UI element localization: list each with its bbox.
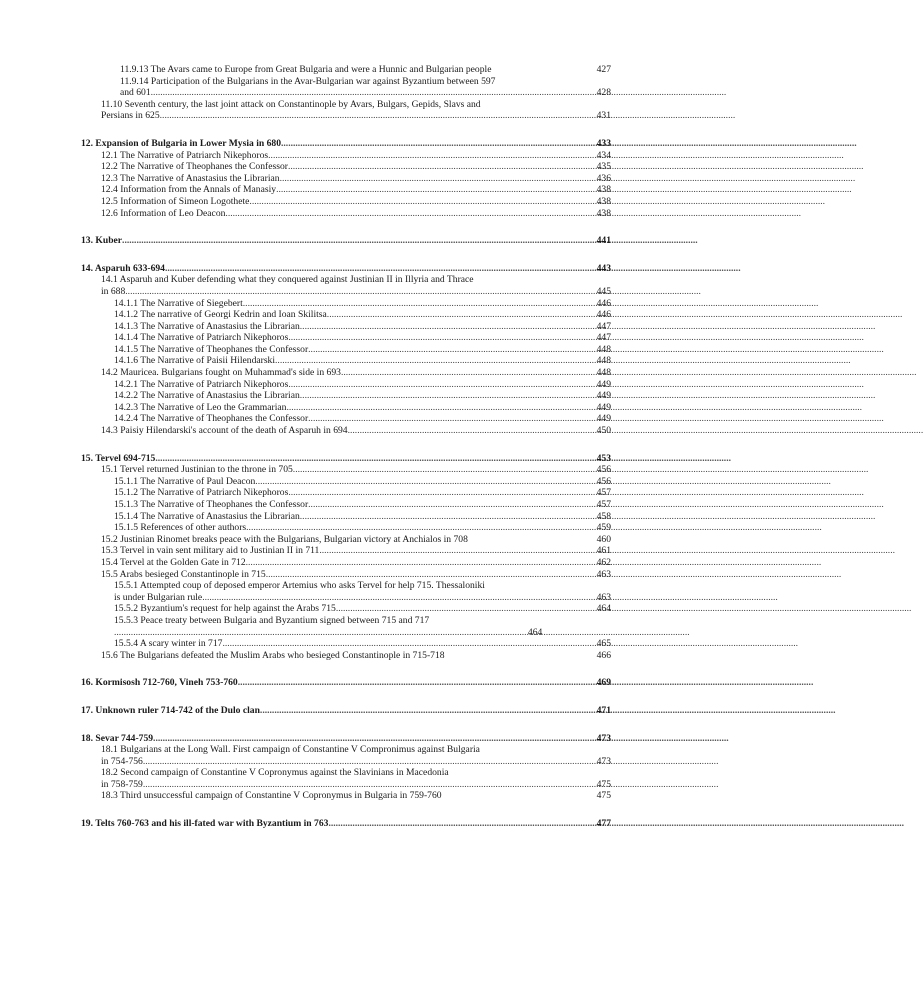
toc-leader-dots [319, 545, 577, 557]
toc-entry-title: 18.2 Second campaign of Constantine V Copronymus against the Slavinians in Macedonia [101, 767, 449, 779]
toc-leader-dots [238, 677, 577, 689]
toc-page-number: 471 [596, 704, 611, 716]
toc-section-entry [81, 580, 611, 603]
toc-leader-dots [125, 286, 577, 298]
toc-section-entry [81, 298, 611, 310]
toc-page-number: 460 [596, 533, 611, 545]
toc-section-entry [81, 64, 611, 76]
toc-page-number: 466 [596, 649, 611, 661]
toc-entry-title: 17. Unknown ruler 714-742 of the Dulo clan [81, 704, 260, 716]
toc-section-entry [81, 522, 611, 534]
toc-leader-dots [155, 453, 577, 465]
toc-page-number: 453 [596, 452, 611, 464]
toc-section-entry [81, 511, 611, 523]
toc-entry-title: 15.1.1 The Narrative of Paul Deacon [114, 475, 256, 487]
toc-page-number: 464 [527, 626, 543, 638]
toc-leader-dots [286, 402, 577, 414]
section-gap [81, 247, 611, 263]
toc-entry-title: 16. Kormisosh 712-760, Vineh 753-760 [81, 677, 238, 689]
toc-section-entry [81, 402, 611, 414]
toc-entry-title: 14.1 Asparuh and Kuber defending what they conquered against Justinian II in Illyria and Thrace [101, 274, 474, 286]
section-gap [81, 689, 611, 705]
toc-entry-title: 15.1.3 The Narrative of Theophanes the Confessor [114, 499, 309, 510]
section-gap [81, 717, 611, 733]
toc-page-number: 438 [596, 184, 611, 196]
toc-leader-dots [114, 627, 526, 639]
toc-entry-title: 12.4 Information from the Annals of Manasiy [101, 184, 277, 196]
toc-leader-dots [293, 464, 577, 476]
toc-leader-dots [308, 413, 577, 425]
toc-page-number: 463 [596, 568, 611, 580]
toc-entry-title: 14.1.6 The Narrative of Paisii Hilendarski [114, 355, 276, 367]
toc-entry-title: 11.9.14 Participation of the Bulgarians in the Avar-Bulgarian war against Byzantium between 597 [120, 75, 496, 87]
toc-page-number: 477 [596, 818, 611, 830]
toc-entry-title-continued: in 754-756 [101, 755, 143, 767]
toc-section-entry [81, 355, 611, 367]
toc-page-number: 456 [596, 464, 611, 476]
toc-page-number: 434 [596, 149, 611, 161]
toc-page-number: 475 [596, 790, 611, 802]
toc-chapter-entry [81, 818, 611, 830]
toc-leader-dots [300, 390, 577, 402]
toc-entry-title: 19. Telts 760-763 and his ill-fated war with Byzantium in 763 [81, 818, 329, 830]
toc-page-number: 436 [596, 172, 611, 184]
toc-page-number: 446 [596, 297, 611, 309]
toc-section-entry [81, 767, 611, 790]
toc-leader-dots [328, 818, 577, 830]
toc-page-number: 448 [596, 343, 611, 355]
toc-chapter-entry [81, 235, 611, 247]
section-gap [81, 437, 611, 453]
toc-leader-dots [249, 196, 577, 208]
toc-leader-dots [122, 235, 577, 247]
toc-entry-title: 14. Asparuh 633-694 [81, 262, 165, 274]
toc-page-number: 449 [596, 401, 611, 413]
toc-entry-title: 12. Expansion of Bulgaria in Lower Mysia in 680 [81, 137, 281, 149]
toc-entry-title: 15.5.3 Peace treaty between Bulgaria and Byzantium signed between 715 and 717 [114, 614, 430, 626]
toc-entry-title: 12.3 The Narrative of Anastasius the Librarian [101, 172, 280, 184]
toc-section-entry [81, 557, 611, 569]
toc-page-number: 447 [596, 332, 611, 344]
toc-page-number: 438 [596, 207, 611, 219]
toc-entry-title: 11.9.13 The Avars came to Europe from Great Bulgaria and were a Hunnic and Bulgarian people [120, 64, 492, 75]
toc-leader-dots [275, 355, 577, 367]
toc-entry-title-continued: is under Bulgarian rule [114, 591, 203, 603]
toc-leader-dots [268, 150, 577, 162]
toc-chapter-entry [81, 138, 611, 150]
toc-leader-dots [151, 87, 577, 99]
toc-leader-dots [222, 638, 577, 650]
toc-page-number: 464 [596, 603, 611, 615]
toc-leader-dots [160, 110, 577, 122]
toc-leader-dots [300, 321, 577, 333]
toc-page-number: 449 [596, 413, 611, 425]
section-gap [81, 122, 611, 138]
toc-page-number: 431 [596, 110, 611, 122]
toc-page-number: 456 [596, 475, 611, 487]
toc-entry-title: 18.3 Third unsuccessful campaign of Constantine V Copronymus in Bulgaria in 759-760 [101, 790, 442, 802]
toc-leader-dots [300, 511, 577, 523]
toc-leader-dots [341, 367, 577, 379]
toc-section-entry [81, 744, 611, 767]
toc-entry-title: 11.10 Seventh century, the last joint attack on Constantinople by Avars, Bulgars, Gepids, Slavs and [101, 98, 481, 110]
toc-entry-title: 15.1.2 The Narrative of Patriarch Nikephoros [114, 487, 289, 499]
toc-section-entry [81, 603, 611, 615]
toc-section-entry [81, 476, 611, 488]
toc-entry-title: 15.6 The Bulgarians defeated the Muslim Arabs who besieged Constantinople in 715-718 [101, 649, 445, 661]
toc-entry-title: 14.2.3 The Narrative of Leo the Grammarian [114, 401, 287, 413]
toc-section-entry [81, 413, 611, 425]
toc-section-entry [81, 615, 611, 638]
toc-page-number: 449 [596, 390, 611, 402]
toc-leader-dots [276, 184, 577, 196]
toc-entry-title: 14.1.4 The Narrative of Patriarch Nikephoros [114, 332, 289, 344]
toc-page-number: 448 [596, 367, 611, 379]
toc-page-number: 462 [596, 556, 611, 568]
toc-section-entry [81, 332, 611, 344]
toc-entry-title: 14.2.2 The Narrative of Anastasius the Librarian [114, 390, 300, 402]
toc-section-entry [81, 487, 611, 499]
toc-section-entry [81, 379, 611, 391]
toc-leader-dots [246, 557, 577, 569]
toc-page-number: 447 [596, 320, 611, 332]
toc-entry-title: 15.5.4 A scary winter in 717 [114, 638, 223, 650]
toc-page-number: 450 [596, 425, 611, 437]
toc-entry-title: 14.1.5 The Narrative of Theophanes the Confessor [114, 343, 309, 355]
toc-chapter-entry [81, 453, 611, 465]
toc-entry-title: 15.1.5 References of other authors [114, 522, 247, 534]
toc-page-number: 473 [596, 755, 611, 767]
toc-entry-title: 12.1 The Narrative of Patriarch Nikephoros [101, 149, 269, 161]
toc-entry-title: 12.2 The Narrative of Theophanes the Confessor [101, 161, 288, 173]
toc-leader-dots [308, 499, 577, 511]
toc-entry-title: 15.5.2 Byzantium's request for help against the Arabs 715 [114, 603, 336, 615]
toc-leader-dots [288, 332, 577, 344]
toc-entry-title: 15. Tervel 694-715 [81, 452, 156, 464]
toc-leader-dots [348, 425, 577, 437]
toc-entry-title-continued: in 688 [101, 285, 126, 297]
toc-entry-title-continued: and 601 [120, 87, 151, 99]
toc-leader-dots [280, 173, 577, 185]
toc-section-entry [81, 569, 611, 581]
toc-chapter-entry [81, 263, 611, 275]
toc-entry-title: 15.1 Tervel returned Justinian to the throne in 705 [101, 464, 293, 476]
toc-section-entry [81, 309, 611, 321]
toc-entry-title: 12.6 Information of Leo Deacon [101, 207, 226, 219]
toc-section-entry [81, 161, 611, 173]
toc-page-number: 475 [596, 778, 611, 790]
toc-section-entry [81, 274, 611, 297]
toc-entry-title-continued: in 758-759 [101, 778, 143, 790]
toc-page-number: 438 [596, 195, 611, 207]
toc-entry-title: 15.3 Tervel in vain sent military aid to Justinian II in 711 [101, 545, 320, 557]
toc-entry-title: 12.5 Information of Simeon Logothete [101, 195, 250, 207]
toc-section-entry [81, 425, 611, 437]
toc-leader-dots [336, 603, 577, 615]
toc-page-number: 461 [596, 545, 611, 557]
toc-page-number: 433 [596, 137, 611, 149]
toc-entry-title: 14.1.1 The Narrative of Siegebert [114, 297, 243, 309]
toc-page-number: 463 [596, 591, 611, 603]
toc-leader-dots [260, 705, 577, 717]
toc-leader-dots [288, 487, 577, 499]
toc-page-number: 449 [596, 378, 611, 390]
toc-section-entry [81, 390, 611, 402]
toc-page-number: 448 [596, 355, 611, 367]
toc-entry-title: 14.2.1 The Narrative of Patriarch Nikephoros [114, 378, 289, 390]
toc-page-number: 469 [596, 677, 611, 689]
toc-leader-dots [165, 263, 577, 275]
toc-section-entry [81, 76, 611, 99]
toc-leader-dots [255, 476, 577, 488]
toc-leader-dots [246, 522, 577, 534]
toc-leader-dots [143, 756, 577, 768]
toc-page-number: 473 [596, 732, 611, 744]
toc-section-entry [81, 150, 611, 162]
section-gap [81, 661, 611, 677]
section-gap [81, 802, 611, 818]
toc-page-number: 457 [596, 499, 611, 510]
table-of-contents [81, 64, 611, 830]
toc-section-entry [81, 464, 611, 476]
toc-section-entry [81, 545, 611, 557]
toc-section-entry [81, 184, 611, 196]
toc-page-number: 428 [596, 87, 611, 99]
toc-entry-title: 18.1 Bulgarians at the Long Wall. First campaign of Constantine V Compronimus against Bulgaria [101, 744, 480, 756]
toc-page-number: 441 [596, 235, 611, 247]
toc-entry-title: 15.5.1 Attempted coup of deposed emperor Artemius who asks Tervel for help 715. Thessaloniki [114, 580, 485, 592]
toc-leader-dots [243, 298, 577, 310]
toc-leader-dots [153, 733, 577, 745]
toc-leader-dots [281, 138, 577, 150]
toc-entry-title: 15.2 Justinian Rinomet breaks peace with the Bulgarians, Bulgarian victory at Anchialos in 708 [101, 533, 468, 545]
toc-entry-title: 14.3 Paisiy Hilendarski's account of the death of Asparuh in 694 [101, 425, 348, 437]
toc-page-number: 435 [596, 161, 611, 173]
toc-page-number: 427 [596, 64, 611, 75]
toc-leader-dots [202, 592, 577, 604]
toc-chapter-entry [81, 677, 611, 689]
toc-section-entry [81, 790, 611, 802]
toc-section-entry [81, 499, 611, 511]
toc-section-entry [81, 367, 611, 379]
toc-page-number: 445 [596, 285, 611, 297]
toc-entry-title: 15.5 Arabs besieged Constantinople in 715 [101, 568, 266, 580]
toc-leader-dots [288, 379, 577, 391]
toc-leader-dots [143, 779, 577, 791]
toc-section-entry [81, 99, 611, 122]
toc-entry-title-continued: Persians in 625 [101, 110, 160, 122]
toc-page-number: 446 [596, 309, 611, 321]
toc-section-entry [81, 173, 611, 185]
toc-entry-title: 13. Kuber [81, 235, 123, 247]
toc-leader-dots [225, 208, 577, 220]
toc-entry-title: 14.2 Mauricea. Bulgarians fought on Muhammad's side in 693 [101, 367, 341, 379]
toc-section-entry [81, 534, 611, 546]
toc-section-entry [81, 638, 611, 650]
toc-page-number: 465 [596, 638, 611, 650]
section-gap [81, 219, 611, 235]
toc-leader-dots [327, 309, 577, 321]
toc-page-number: 443 [596, 262, 611, 274]
toc-entry-title: 14.2.4 The Narrative of Theophanes the Confessor [114, 413, 309, 425]
toc-section-entry [81, 650, 611, 662]
toc-entry-title: 14.1.2 The narrative of Georgi Kedrin and Ioan Skilitsa [114, 309, 327, 321]
toc-section-entry [81, 321, 611, 333]
toc-entry-title: 15.1.4 The Narrative of Anastasius the Librarian [114, 510, 300, 522]
toc-entry-title: 14.1.3 The Narrative of Anastasius the Librarian [114, 320, 300, 332]
toc-page-number: 457 [596, 487, 611, 499]
toc-page-number: 458 [596, 510, 611, 522]
toc-section-entry [81, 344, 611, 356]
toc-entry-title: 15.4 Tervel at the Golden Gate in 712 [101, 556, 246, 568]
toc-entry-title: 18. Sevar 744-759 [81, 732, 154, 744]
toc-section-entry [81, 208, 611, 220]
toc-leader-dots [288, 161, 577, 173]
toc-chapter-entry [81, 705, 611, 717]
toc-page-number: 459 [596, 522, 611, 534]
toc-leader-dots [266, 569, 577, 581]
toc-section-entry [81, 196, 611, 208]
toc-leader-dots [308, 344, 577, 356]
toc-chapter-entry [81, 733, 611, 745]
